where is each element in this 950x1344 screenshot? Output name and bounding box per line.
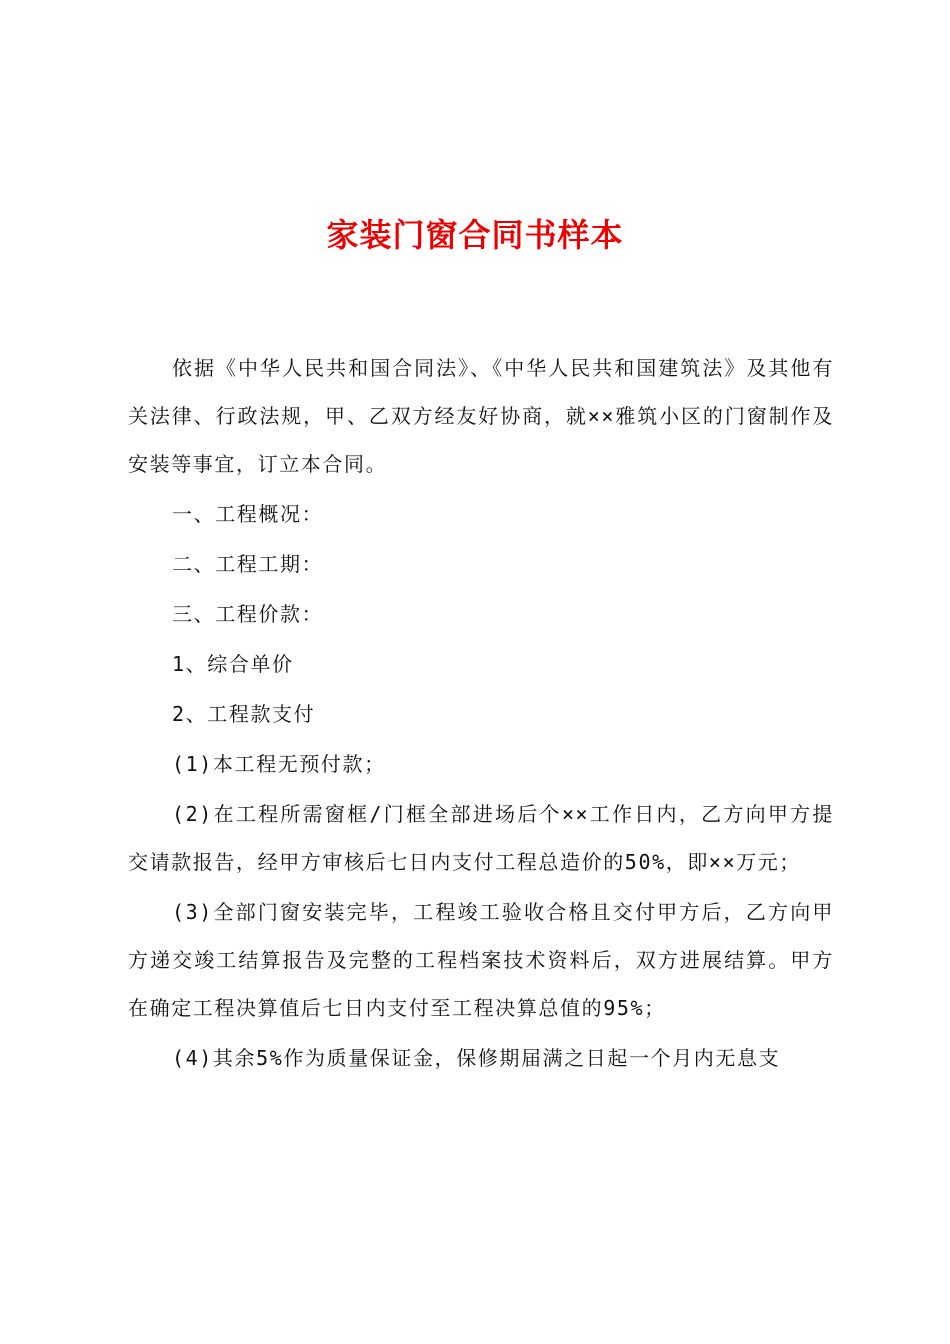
paragraph-payment: 2、工程款支付 bbox=[172, 702, 316, 726]
document-body bbox=[128, 344, 834, 1084]
paragraph-payment-3: (3)全部门窗安装完毕，工程竣工验收合格且交付甲方后，乙方向甲方递交竣工结算报告及完整的工程档案技术资料后，双方进展结算。甲方在确定工程决算值后七日内支付至工程决算总值的95%； bbox=[128, 900, 834, 1020]
paragraph-payment-1: (1)本工程无预付款； bbox=[172, 752, 386, 776]
paragraph-preamble: 依据《中华人民共和国合同法》、《中华人民共和国建筑法》及其他有关法律、行政法规，甲、乙双方经友好协商，就××雅筑小区的门窗制作及安装等事宜，订立本合同。 bbox=[128, 356, 834, 476]
document-title: 家装门窗合同书样本 bbox=[326, 216, 624, 254]
paragraph-section-price: 三、工程价款： bbox=[172, 602, 324, 626]
paragraph-payment-4: (4)其余5%作为质量保证金，保修期届满之日起一个月内无息支 bbox=[172, 1046, 781, 1070]
paragraph-payment-2: (2)在工程所需窗框/门框全部进场后个××工作日内，乙方向甲方提交请款报告，经甲方审核后七日内支付工程总造价的50%，即××万元； bbox=[128, 802, 834, 874]
paragraph-section-overview: 一、工程概况： bbox=[172, 502, 324, 526]
paragraph-unit-price: 1、综合单价 bbox=[172, 652, 294, 676]
paragraph-section-schedule: 二、工程工期： bbox=[172, 552, 324, 576]
